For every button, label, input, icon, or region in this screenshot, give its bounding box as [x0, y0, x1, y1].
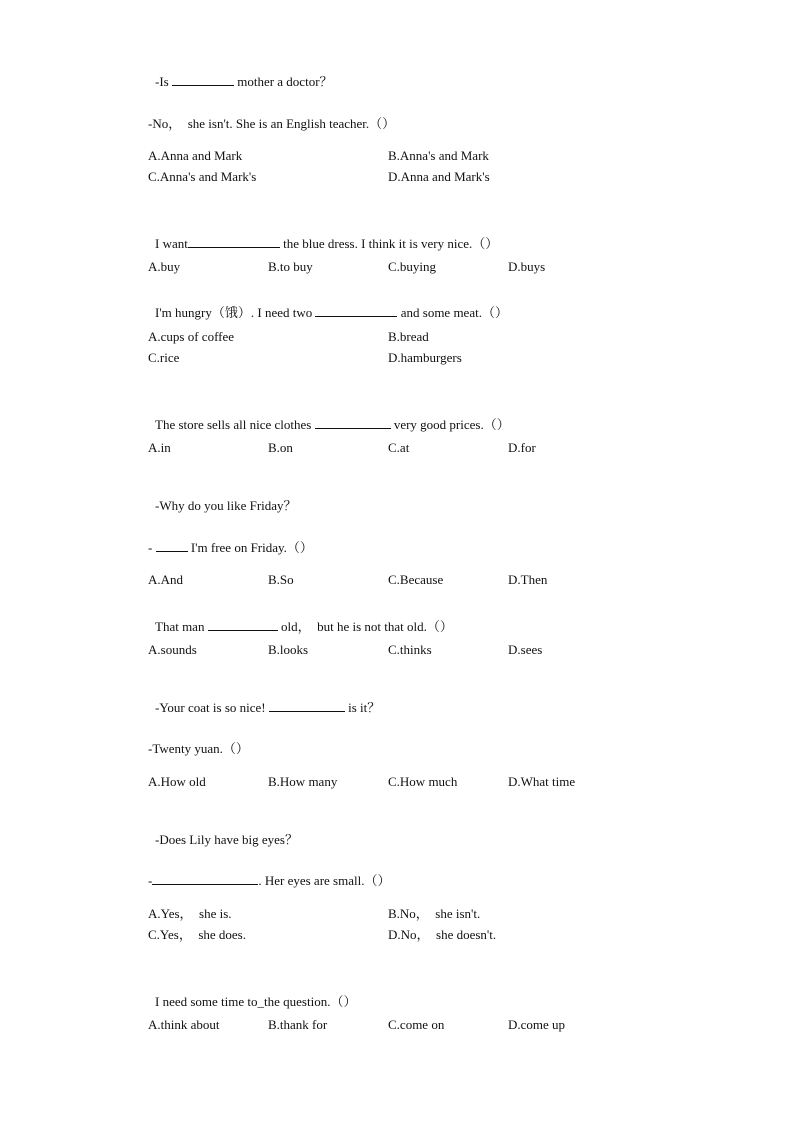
question-4-option-d[interactable]: D.for [508, 440, 536, 455]
question-9-line-1: I need some time to_the question.（） [155, 994, 357, 1009]
answer-blank [315, 305, 397, 317]
question-8-line-2 [148, 873, 390, 889]
question-3-line-1 [155, 305, 508, 321]
question-6-line-1 [155, 619, 453, 635]
question-2-line-1 [155, 236, 498, 252]
question-5-option-b[interactable]: B.So [268, 572, 294, 587]
question-1-line-1 [155, 74, 333, 90]
answer-blank [208, 619, 278, 631]
question-1-line-2: -No， she isn't. She is an English teacher.（） [148, 116, 396, 131]
question-5-option-d[interactable]: D.Then [508, 572, 548, 587]
question-4-text-start: The store sells all nice clothes [155, 417, 315, 432]
answer-blank [152, 873, 258, 885]
question-2-option-d[interactable]: D.buys [508, 259, 546, 274]
question-8-text-start: - [148, 873, 153, 888]
question-6-option-b[interactable]: B.looks [268, 642, 309, 657]
question-8-option-a[interactable]: A.Yes， she is. [148, 906, 232, 921]
question-5-line-1: -Why do you like Friday？ [155, 498, 297, 513]
question-3-text-start: I'm hungry（饿）. I need two [155, 305, 316, 320]
question-8-option-b[interactable]: B.No， she isn't. [388, 906, 481, 921]
question-7-option-c[interactable]: C.How much [388, 774, 458, 789]
question-7-option-d[interactable]: D.What time [508, 774, 576, 789]
question-2-option-b[interactable]: B.to buy [268, 259, 313, 274]
answer-blank [188, 236, 280, 248]
question-4-option-c[interactable]: C.at [388, 440, 410, 455]
question-4-text-end: very good prices.（） [390, 417, 510, 432]
question-1-option-d[interactable]: D.Anna and Mark's [388, 169, 490, 184]
answer-blank [315, 417, 391, 429]
answer-blank [172, 74, 234, 86]
question-7-line-2: -Twenty yuan.（） [148, 741, 249, 756]
question-9-option-c[interactable]: C.come on [388, 1017, 445, 1032]
question-3-text-end: and some meat.（） [397, 305, 508, 320]
question-9-option-b[interactable]: B.thank for [268, 1017, 328, 1032]
question-7-option-b[interactable]: B.How many [268, 774, 338, 789]
question-5-option-c[interactable]: C.Because [388, 572, 444, 587]
question-1-option-b[interactable]: B.Anna's and Mark [388, 148, 489, 163]
question-1-text-start: -Is [155, 74, 172, 89]
question-7-option-a[interactable]: A.How old [148, 774, 206, 789]
question-6-option-a[interactable]: A.sounds [148, 642, 197, 657]
question-9-option-a[interactable]: A.think about [148, 1017, 220, 1032]
question-1-option-a[interactable]: A.Anna and Mark [148, 148, 243, 163]
question-5-text-end: I'm free on Friday.（） [187, 540, 313, 555]
question-2-option-c[interactable]: C.buying [388, 259, 437, 274]
question-4-option-b[interactable]: B.on [268, 440, 293, 455]
question-8-option-c[interactable]: C.Yes， she does. [148, 927, 246, 942]
question-3-option-b[interactable]: B.bread [388, 329, 429, 344]
question-2-text-start: I want [155, 236, 188, 251]
question-8-line-1: -Does Lily have big eyes？ [155, 832, 298, 847]
question-3-option-d[interactable]: D.hamburgers [388, 350, 462, 365]
question-1-option-c[interactable]: C.Anna's and Mark's [148, 169, 257, 184]
question-7-text-start: -Your coat is so nice! [155, 700, 269, 715]
question-4-line-1 [155, 417, 510, 433]
question-6-option-d[interactable]: D.sees [508, 642, 543, 657]
question-8-text-end: . Her eyes are small.（） [258, 873, 391, 888]
question-6-text-end: old， but he is not that old.（） [277, 619, 453, 634]
question-5-text-start: - [148, 540, 156, 555]
question-2-text-end: the blue dress. I think it is very nice.（） [279, 236, 499, 251]
question-4-option-a[interactable]: A.in [148, 440, 171, 455]
question-2-option-a[interactable]: A.buy [148, 259, 181, 274]
answer-blank [269, 700, 345, 712]
question-8-option-d[interactable]: D.No， she doesn't. [388, 927, 497, 942]
question-5-option-a[interactable]: A.And [148, 572, 184, 587]
question-9-option-d[interactable]: D.come up [508, 1017, 566, 1032]
question-5-line-2 [148, 540, 313, 556]
question-1-text-end: mother a doctor？ [233, 74, 333, 89]
question-7-text-end: is it？ [344, 700, 381, 715]
answer-blank [156, 540, 188, 552]
question-3-option-a[interactable]: A.cups of coffee [148, 329, 235, 344]
question-6-option-c[interactable]: C.thinks [388, 642, 432, 657]
question-3-option-c[interactable]: C.rice [148, 350, 180, 365]
question-7-line-1 [155, 700, 380, 716]
question-6-text-start: That man [155, 619, 208, 634]
